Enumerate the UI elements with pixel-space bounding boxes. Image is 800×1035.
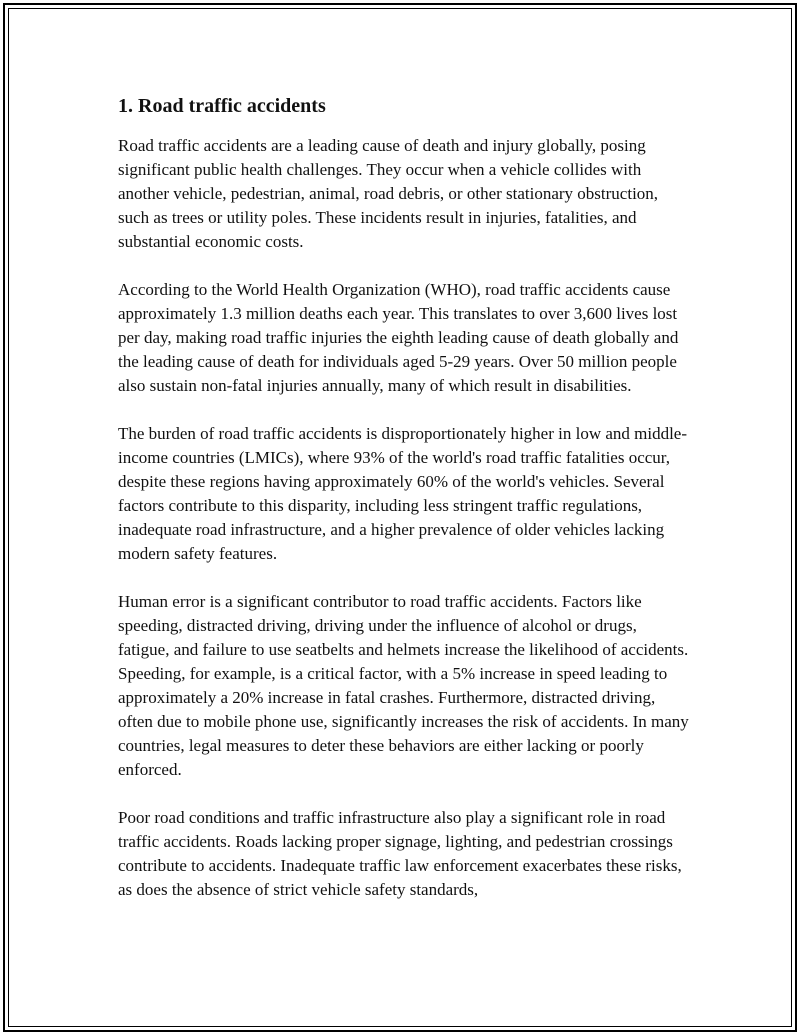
paragraph-overview: Road traffic accidents are a leading cause of death and injury globally, posing significant public health challenges. They occur when a vehicle collides with another vehicle, pedestrian, animal, road debris, or other stationary obstruction, such as trees or utility poles. These incidents result in injuries, fatalities, and substantial economic costs.	[118, 136, 659, 251]
paragraph-lmics-burden: The burden of road traffic accidents is disproportionately higher in low and middle-income countries (LMICs), where 93% of the world's road traffic fatalities occur, despite these regions having approximately 60% of the world's vehicles. Several factors contribute to this disparity, including less stringent traffic regulations, inadequate road infrastructure, and a higher prevalence of older vehicles lacking modern safety features.	[118, 424, 688, 563]
paragraph-road-conditions: Poor road conditions and traffic infrastructure also play a significant role in road traffic accidents. Roads lacking proper signage, lighting, and pedestrian crossings contribute to accidents. Inadequate traffic law enforcement exacerbates these risks, as does the absence of strict vehicle safety standards,	[118, 808, 682, 899]
paragraph-human-error: Human error is a significant contributor to road traffic accidents. Factors like speeding, distracted driving, driving under the influence of alcohol or drugs, fatigue, and failure to use seatbelts and helmets increase the likelihood of accidents. Speeding, for example, is a critical factor, with a 5% increase in speed leading to approximately a 20% increase in fatal crashes. Furthermore, distracted driving, often due to mobile phone use, significantly increases the risk of accidents. In many countries, legal measures to deter these behaviors are either lacking or poorly enforced.	[118, 592, 689, 779]
paragraph-who-statistics: According to the World Health Organization (WHO), road traffic accidents cause approximately 1.3 million deaths each year. This translates to over 3,600 lives lost per day, making road traffic injuries the eighth leading cause of death globally and the leading cause of death for individuals aged 5-29 years. Over 50 million people also sustain non-fatal injuries annually, many of which result in disabilities.	[118, 280, 679, 395]
section-heading: 1. Road traffic accidents	[118, 95, 326, 117]
document-body	[118, 94, 690, 926]
